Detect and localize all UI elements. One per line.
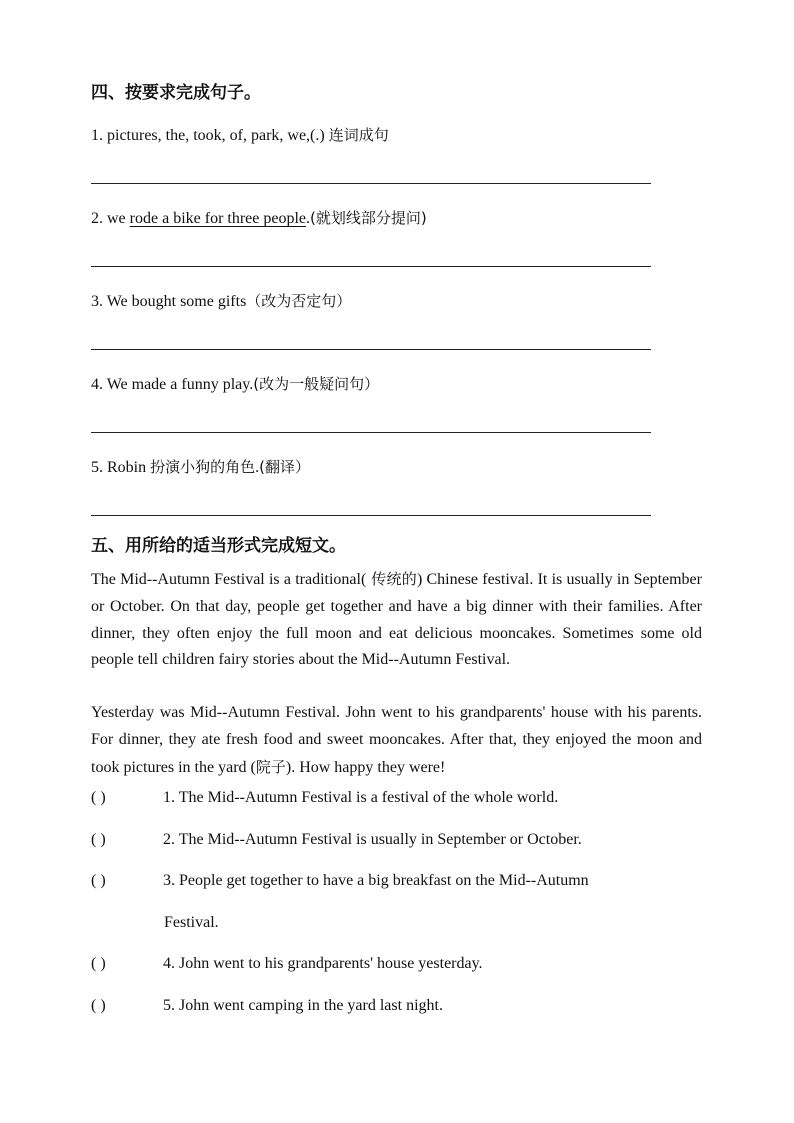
- true-false-item: [91, 872, 589, 890]
- answer-blank[interactable]: ( ): [91, 789, 106, 806]
- question-2-underlined: rode a bike for three people: [129, 210, 307, 227]
- true-false-item: [91, 789, 558, 807]
- true-false-item: [91, 955, 483, 973]
- question-3-text: 3. We bought some gifts: [91, 293, 247, 310]
- section-4-title: 四、按要求完成句子。: [91, 83, 261, 103]
- answer-blank[interactable]: ( ): [91, 997, 106, 1014]
- answer-line-5[interactable]: [91, 515, 651, 516]
- question-5-instruction: (翻译）: [259, 458, 310, 476]
- answer-blank[interactable]: ( ): [91, 831, 106, 848]
- section-5-title: 五、用所给的适当形式完成短文。: [91, 536, 346, 556]
- statement-text: 5. John went camping in the yard last night.: [163, 997, 443, 1014]
- question-5-chinese: 扮演小狗的角色: [150, 458, 256, 476]
- answer-blank[interactable]: ( ): [91, 955, 106, 972]
- question-3: [91, 290, 351, 311]
- answer-blank[interactable]: ( ): [91, 872, 106, 889]
- passage-1-text-a: The Mid--Autumn Festival is a traditional(: [91, 571, 367, 588]
- question-4-instruction: (改为一般疑问句）: [253, 375, 380, 393]
- question-1-instruction: 连词成句: [328, 126, 389, 144]
- passage-2-text-a: Yesterday was Mid--Autumn Festival. John went to his grandparents' house with his parents. For dinner, they ate fresh food and sweet mooncakes. After that, they enjoyed the moon and took pictures in the yard (: [91, 704, 702, 776]
- answer-line-3[interactable]: [91, 349, 651, 350]
- question-1: [91, 124, 389, 145]
- question-5-prefix: 5. Robin: [91, 459, 151, 476]
- question-5-suffix: .: [255, 459, 260, 476]
- passage-paragraph-2: [91, 700, 702, 781]
- statement-text: 1. The Mid--Autumn Festival is a festival of the whole world.: [163, 789, 559, 806]
- statement-text: 2. The Mid--Autumn Festival is usually in September or October.: [163, 831, 582, 848]
- statement-text: 4. John went to his grandparents' house yesterday.: [163, 955, 483, 972]
- question-2-instruction: (就划线部分提问): [310, 209, 427, 227]
- question-2-prefix: 2. we: [91, 210, 130, 227]
- statement-continuation: Festival.: [164, 914, 219, 931]
- question-2-suffix: .: [306, 210, 311, 227]
- question-4: [91, 373, 379, 394]
- passage-2-text-b: ). How happy they were!: [285, 758, 446, 776]
- passage-2-gloss: 院子: [255, 757, 286, 776]
- true-false-item: [91, 831, 582, 849]
- passage-1-text-b: ) Chinese festival. It is usually in September or October. On that day, people get together and have a big dinner with their families. After dinner, they often enjoy the full moon and eat delicious mooncakes. Sometimes some old people tell children fairy stories about the Mid--Autumn Festival.: [91, 571, 702, 669]
- question-1-text: 1. pictures, the, took, of, park, we,(.): [91, 127, 329, 144]
- question-5: [91, 456, 310, 477]
- answer-line-2[interactable]: [91, 266, 651, 267]
- true-false-item: [91, 997, 443, 1015]
- statement-text: 3. People get together to have a big breakfast on the Mid--Autumn: [163, 872, 589, 889]
- answer-line-1[interactable]: [91, 183, 651, 184]
- passage-paragraph-1: [91, 566, 702, 674]
- question-3-instruction: （改为否定句）: [246, 292, 352, 310]
- answer-line-4[interactable]: [91, 432, 651, 433]
- question-2: [91, 207, 427, 228]
- passage-1-gloss: 传统的: [366, 570, 417, 588]
- question-4-text: 4. We made a funny play.: [91, 376, 254, 393]
